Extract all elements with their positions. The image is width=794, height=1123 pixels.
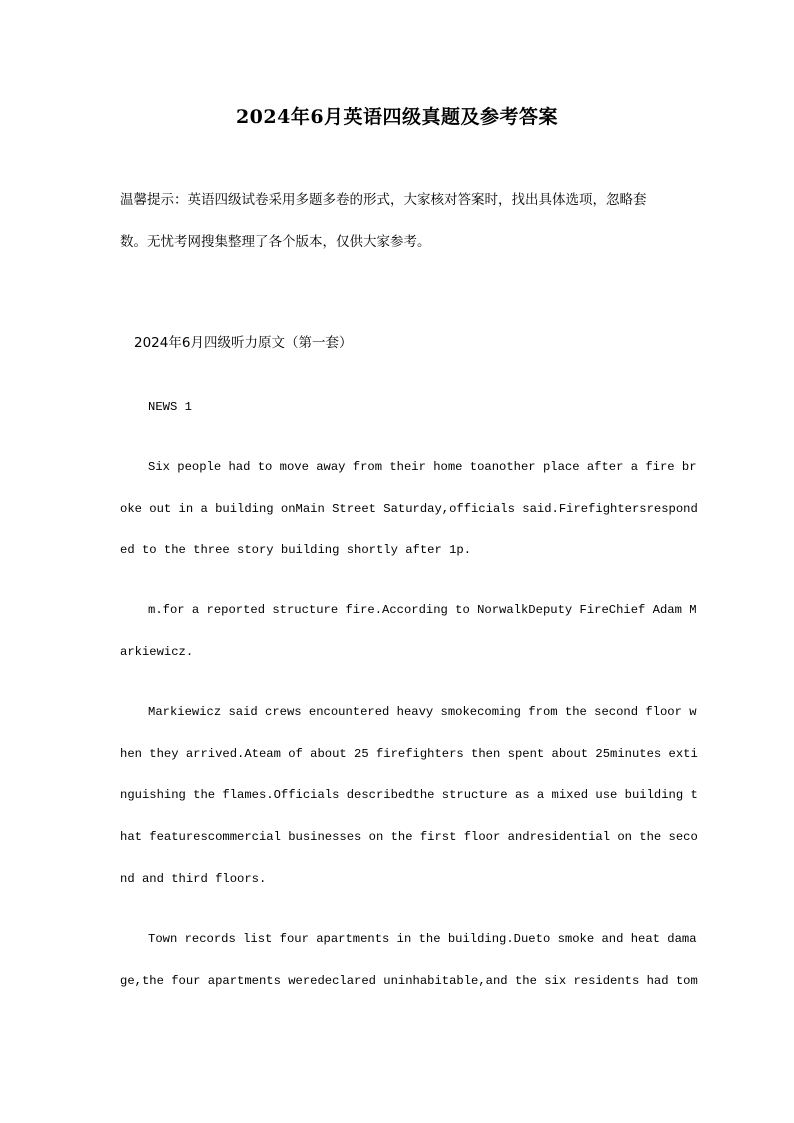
body-line: hen they arrived.Ateam of about 25 firefighters then spent about 25minutes exti	[120, 747, 698, 761]
document-title: 2024年6月英语四级真题及参考答案	[235, 106, 559, 128]
section-heading: 2024年6月四级听力原文（第一套）	[134, 335, 353, 351]
body-line: ge,the four apartments weredeclared uninhabitable,and the six residents had tom	[120, 974, 698, 988]
body-line: nd and third floors.	[120, 872, 267, 886]
body-line: nguishing the flames.Officials describedthe structure as a mixed use building t	[120, 788, 698, 802]
body-line: m.for a reported structure fire.According to NorwalkDeputy FireChief Adam M	[148, 603, 697, 617]
body-line: Six people had to move away from their home toanother place after a fire br	[148, 460, 697, 474]
body-line: Markiewicz said crews encountered heavy smokecoming from the second floor w	[148, 705, 697, 719]
tip-line-1: 温馨提示：英语四级试卷采用多题多卷的形式，大家核对答案时，找出具体选项，忽略套	[120, 192, 647, 208]
body-line: arkiewicz.	[120, 645, 194, 659]
body-line: hat featurescommercial businesses on the first floor andresidential on the seco	[120, 830, 698, 844]
tip-line-2: 数。无忧考网搜集整理了各个版本，仅供大家参考。	[120, 234, 431, 250]
body-line: ed to the three story building shortly after 1p.	[120, 543, 472, 557]
news-label: NEWS 1	[148, 400, 192, 414]
body-line: Town records list four apartments in the building.Dueto smoke and heat dama	[148, 932, 697, 946]
body-line: oke out in a building onMain Street Saturday,officials said.Firefightersrespond	[120, 502, 698, 516]
